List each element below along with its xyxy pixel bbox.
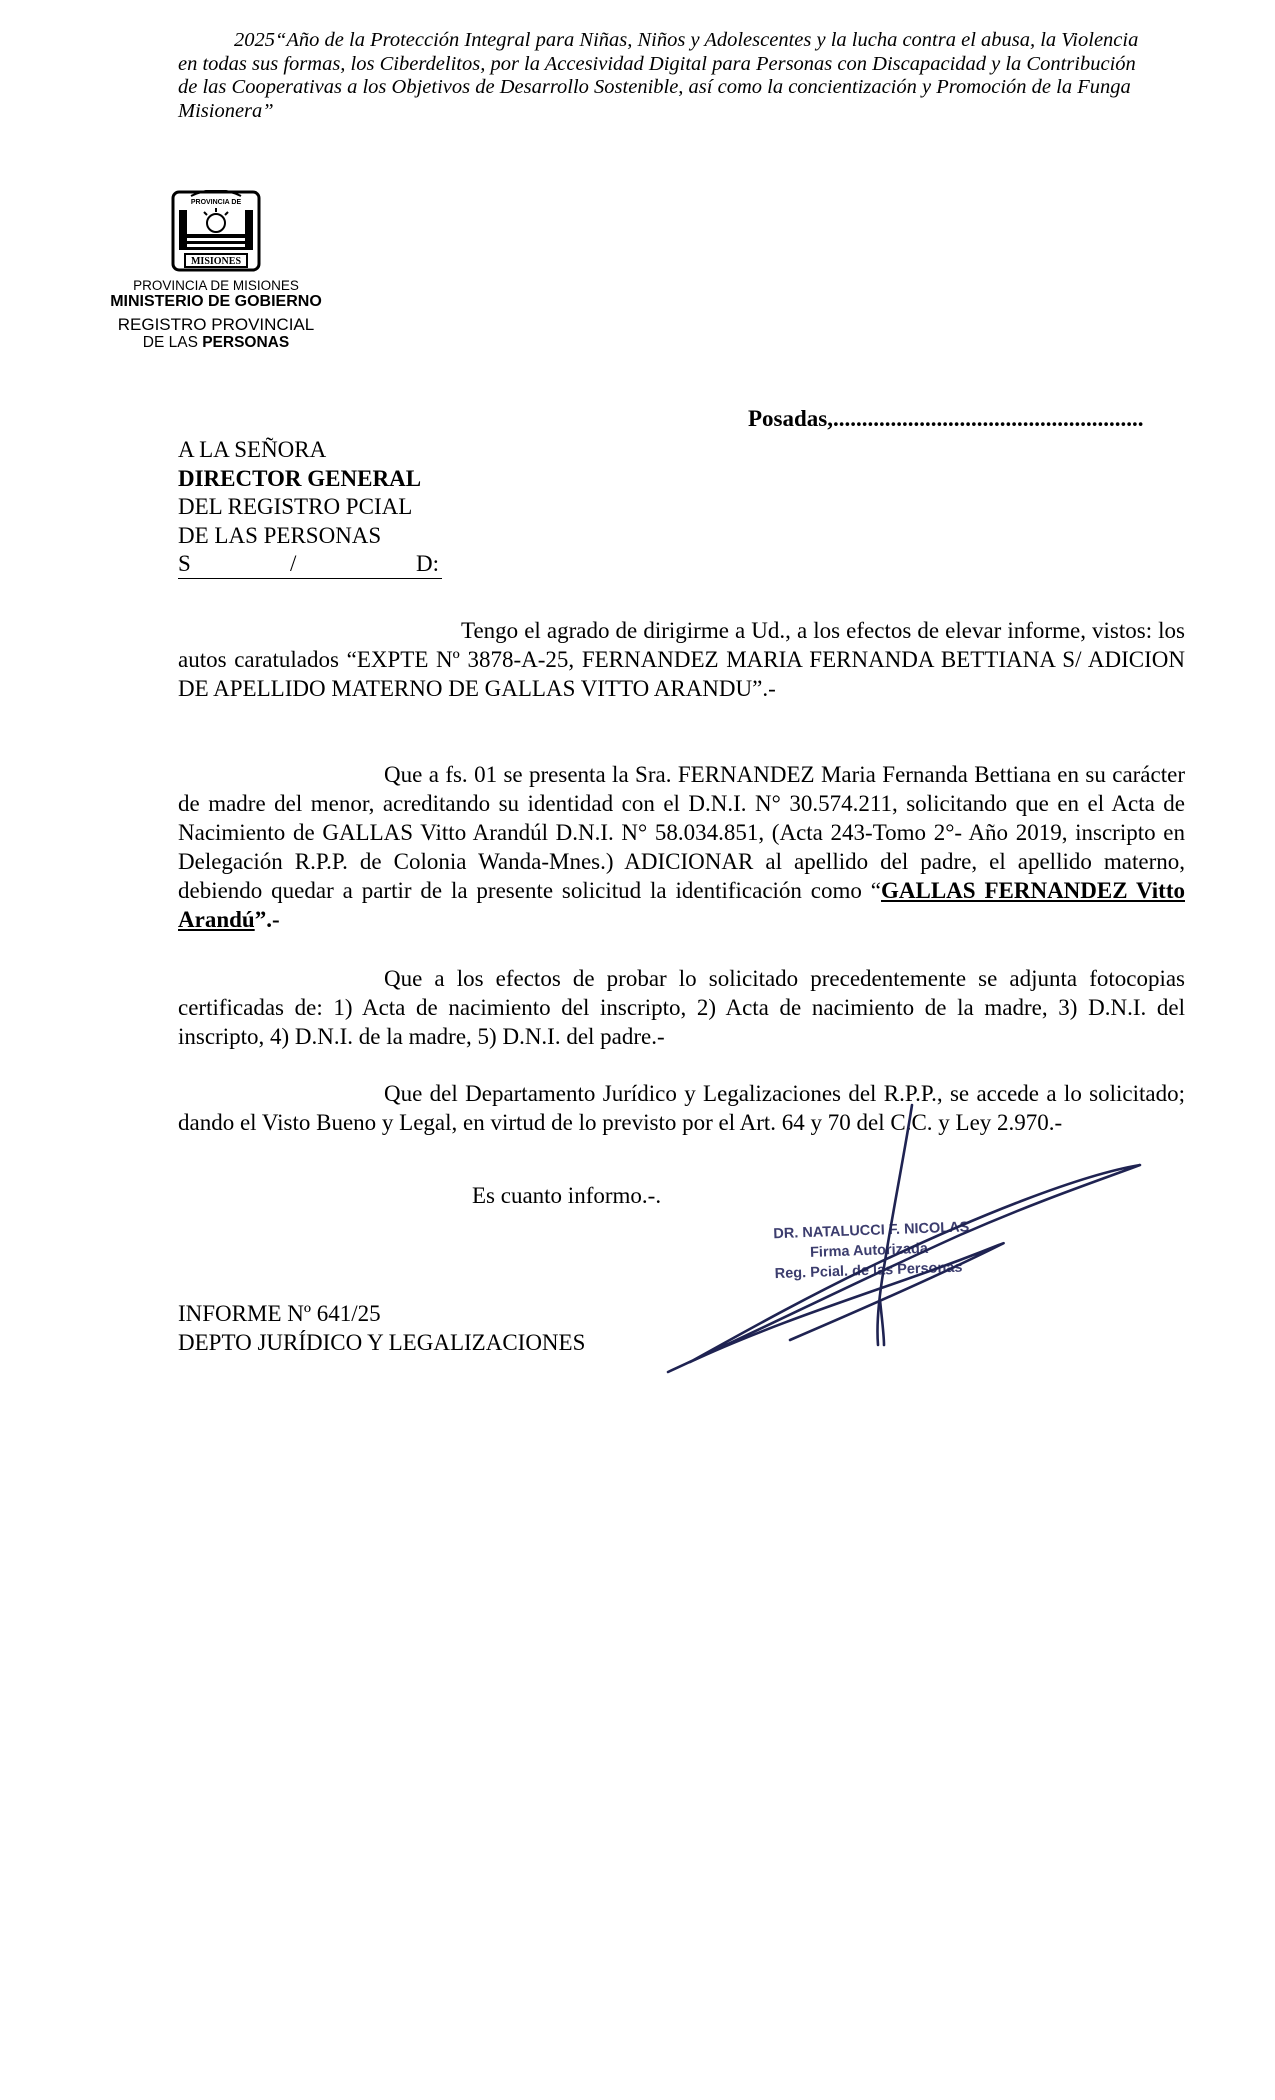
paragraph-text: Que a los efectos de probar lo solicitado precedentemente se adjunta fotocopias certificadas de: 1) Acta de nacimiento del inscripto, 2) Acta de nacimiento de la madre, 3) D.N.I. del inscripto, 4) D.N.I. de la madre, 5) D.N.I. del padre.- (178, 966, 1185, 1049)
logo-province: PROVINCIA DE MISIONES (133, 278, 299, 293)
paragraph-3 (178, 964, 1185, 1051)
header-motto (178, 29, 1178, 123)
paragraph-2-body: Que a fs. 01 se presenta la Sra. FERNANDEZ Maria Fernanda Bettiana en su carácter de madre del menor, acreditando su identidad con el D.N.I. N° 30.574.211, solicitando que en el Acta de Nacimiento de GALLAS Vitto Arandúl D.N.I. N° 58.034.851, (Acta 243-Tomo 2°- Año 2019, inscripto en Delegación R.P.P. de Colonia Wanda-Mnes.) ADICIONAR al apellido del padre, el apellido materno, debiendo quedar a partir de la presente solicitud la identificación como “ (178, 762, 1185, 903)
logo-persons (96, 334, 336, 352)
paragraph-4 (178, 1079, 1185, 1137)
signature-stroke (880, 1300, 884, 1345)
signature-stamp (773, 1216, 1015, 1284)
crest-text-bottom: MISIONES (190, 256, 242, 267)
motto-line: en todas sus formas, los Ciberdelitos, por la Accesividad Digital para Personas con Discapacidad y la Contribución (178, 52, 1136, 75)
stamp-office: Reg. Pcial. de las Personas (774, 1259, 963, 1283)
stamp-name: DR. NATALUCCI F. NICOLAS (773, 1219, 970, 1243)
paragraph-2 (178, 760, 1185, 934)
logo-ministry: MINISTERIO DE GOBIERNO (110, 293, 322, 310)
paragraph-text: Que del Departamento Jurídico y Legalizaciones del R.P.P., se accede a lo solicitado; dando el Visto Bueno y Legal, en virtud de lo previsto por el Art. 64 y 70 del C.C. y Ley 2.970.- (178, 1081, 1185, 1135)
stamp-role: Firma Autorizada (809, 1240, 929, 1261)
paragraph-2-end: ”.- (254, 907, 280, 932)
crest-text-top: PROVINCIA DE (190, 199, 242, 206)
sd-salutation (178, 550, 442, 579)
addressee-line: DE LAS PERSONAS (178, 522, 382, 548)
sd-d: D: (416, 551, 439, 576)
motto-line: de las Cooperativas a los Objetivos de Desarrollo Sostenible, así como la concientización y Promoción de la Funga (178, 76, 1131, 98)
place-date: Posadas,...................................................... (748, 406, 1144, 431)
report-block (178, 1299, 585, 1357)
motto-line: Misionera” (178, 99, 274, 122)
provincial-crest-icon (171, 190, 261, 272)
logo-persons-bold: PERSONAS (202, 334, 290, 351)
paragraph-1 (178, 616, 1185, 703)
logo-registry: REGISTRO PROVINCIAL (117, 315, 315, 334)
closing-text: Es cuanto informo.-. (472, 1183, 662, 1208)
addressee-title: DIRECTOR GENERAL (178, 465, 422, 491)
institution-logo (96, 190, 336, 352)
sd-slash: / (290, 551, 297, 576)
addressee-block (178, 436, 442, 579)
addressee-line: DEL REGISTRO PCIAL (178, 494, 413, 519)
report-number: INFORME Nº 641/25 (178, 1301, 381, 1326)
paragraph-text (178, 760, 1185, 934)
paragraph-text: Tengo el agrado de dirigirme a Ud., a los efectos de elevar informe, vistos: los autos caratulados “EXPTE Nº 3878-A-25, FERNANDEZ MARIA FERNANDA BETTIANA S/ ADICION DE APELLIDO MATERNO DE GALLAS VITTO ARANDU”.- (178, 618, 1185, 701)
motto-line: 2025“Año de la Protección Integral para Niñas, Niños y Adolescentes y la lucha contra el abusa, la Violencia (234, 29, 1139, 51)
addressee-line: A LA SEÑORA (178, 437, 327, 462)
report-department: DEPTO JURÍDICO Y LEGALIZACIONES (178, 1330, 586, 1355)
logo-persons-prefix: DE LAS (142, 334, 203, 351)
sd-s: S (178, 551, 191, 576)
child-full-name: GALLAS FERNANDEZ Vitto Arandú (178, 878, 1185, 932)
